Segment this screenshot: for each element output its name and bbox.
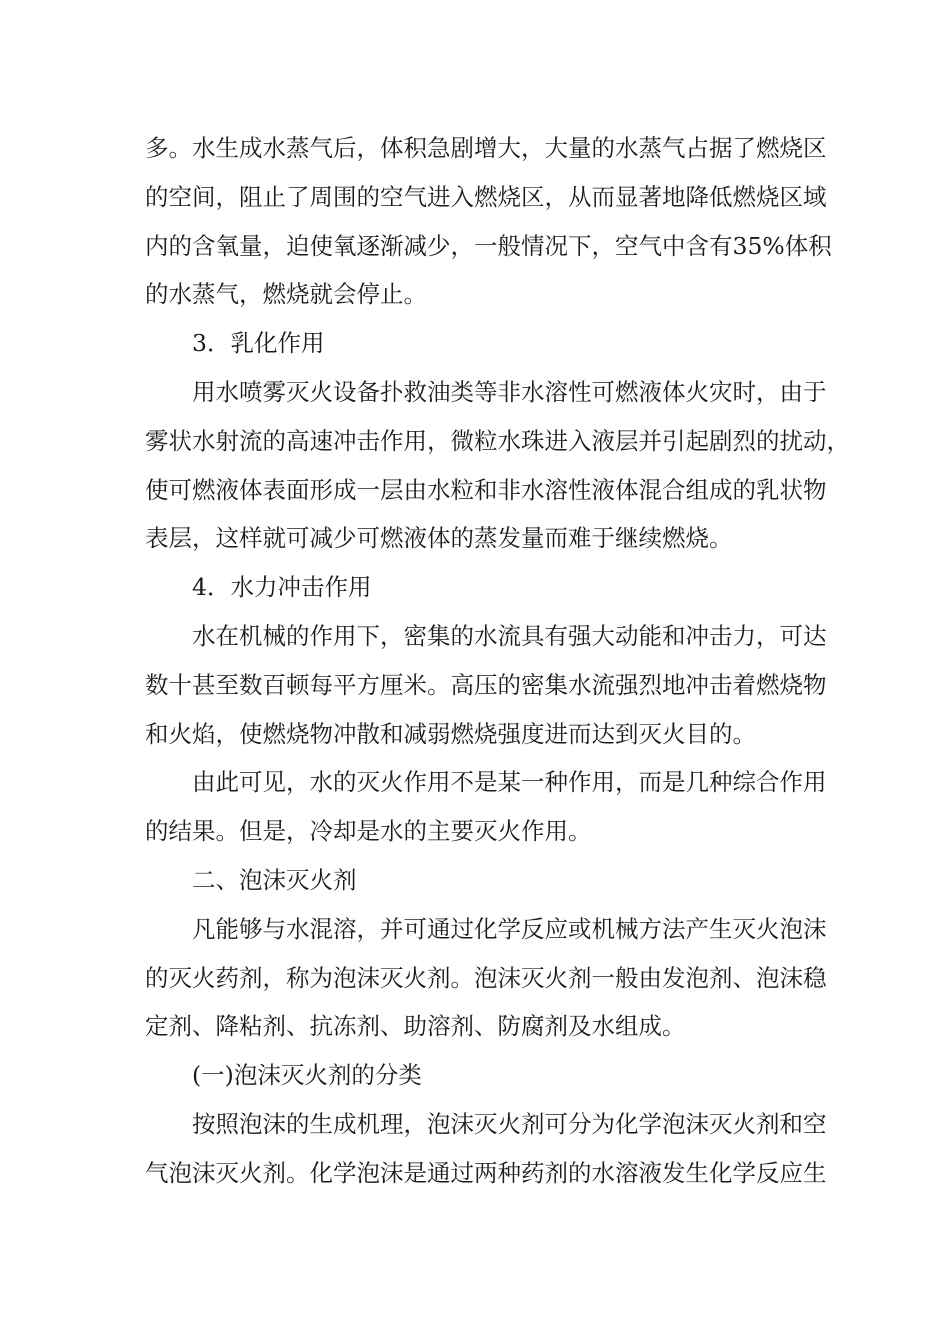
text-line: 凡能够与水混溶，并可通过化学反应或机械方法产生灭火泡沫: [192, 914, 827, 943]
text-line: 内的含氧量，迫使氧逐渐减少，一般情况下，空气中含有35%体积: [145, 231, 832, 260]
text-line: 的结果。但是，冷却是水的主要灭火作用。: [145, 817, 592, 846]
text-line: 用水喷雾灭火设备扑救油类等非水溶性可燃液体火灾时，由于: [192, 377, 827, 406]
text-line: 由此可见，水的灭火作用不是某一种作用，而是几种综合作用: [192, 768, 827, 797]
text-line: 水在机械的作用下，密集的水流具有强大动能和冲击力，可达: [192, 621, 827, 650]
text-line: 雾状水射流的高速冲击作用，微粒水珠进入液层并引起剧烈的扰动，: [145, 426, 850, 455]
text-line: 3．乳化作用: [192, 329, 325, 358]
text-line: 按照泡沫的生成机理，泡沫灭火剂可分为化学泡沫灭火剂和空: [192, 1109, 827, 1138]
text-line: 和火焰，使燃烧物冲散和减弱燃烧强度进而达到灭火目的。: [145, 719, 756, 748]
text-line: 4．水力冲击作用: [192, 573, 372, 602]
text-line: 数十甚至数百顿每平方厘米。高压的密集水流强烈地冲击着燃烧物: [145, 670, 827, 699]
text-line: 的空间，阻止了周围的空气进入燃烧区，从而显著地降低燃烧区域: [145, 182, 827, 211]
text-line: 使可燃液体表面形成一层由水粒和非水溶性液体混合组成的乳状物: [145, 475, 827, 504]
text-line: (一)泡沫灭火剂的分类: [192, 1061, 422, 1090]
text-line: 二、泡沫灭火剂: [192, 865, 357, 894]
document-body: [145, 124, 850, 1198]
text-line: 多。水生成水蒸气后，体积急剧增大，大量的水蒸气占据了燃烧区: [145, 134, 827, 162]
text-line: 的灭火药剂，称为泡沫灭火剂。泡沫灭火剂一般由发泡剂、泡沫稳: [145, 963, 827, 992]
text-line: 气泡沫灭火剂。化学泡沫是通过两种药剂的水溶液发生化学反应生: [145, 1158, 827, 1187]
text-line: 表层，这样就可减少可燃液体的蒸发量而难于继续燃烧。: [145, 524, 733, 553]
text-line: 的水蒸气，燃烧就会停止。: [145, 280, 427, 309]
text-line: 定剂、降粘剂、抗冻剂、助溶剂、防腐剂及水组成。: [145, 1012, 686, 1041]
